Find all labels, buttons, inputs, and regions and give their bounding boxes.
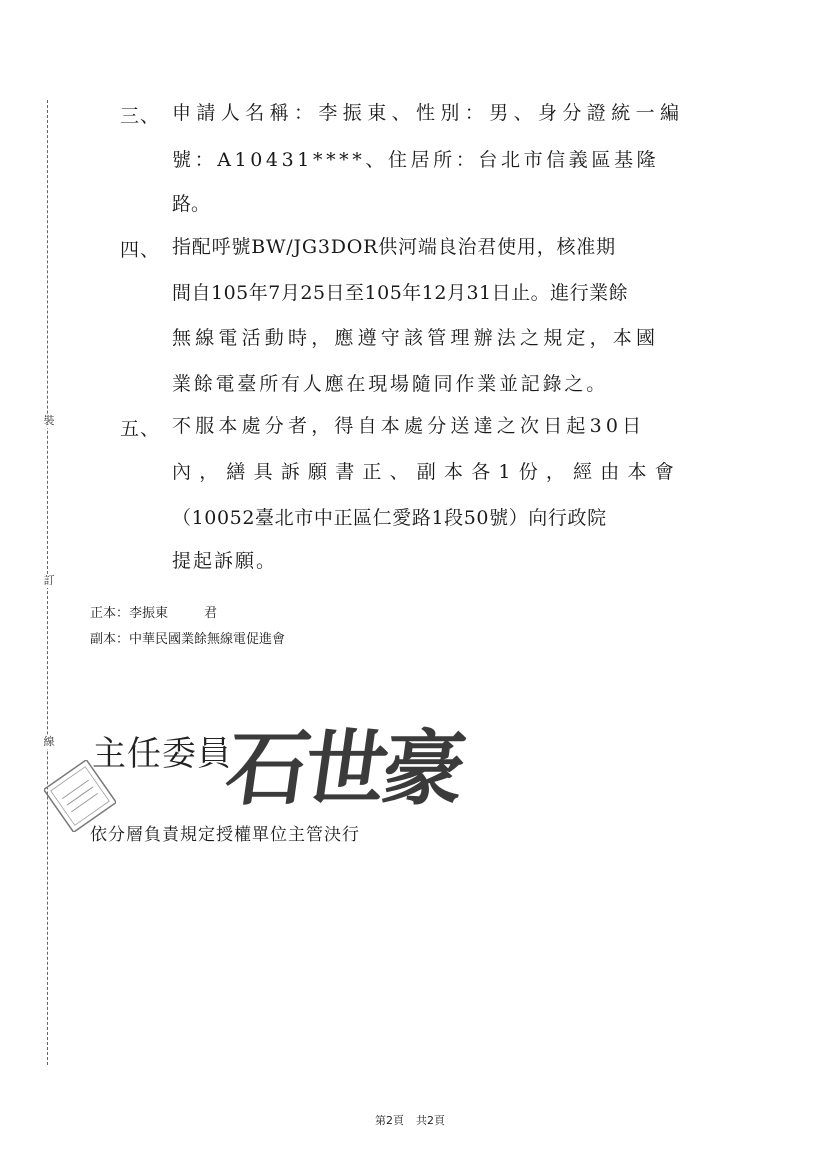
item-5-line-2: 內，繕具訴願書正、副本各1份，經由本會: [172, 461, 682, 483]
item-5-line-4: 提起訴願。: [172, 550, 278, 572]
item-5-line-3: （10052臺北市中正區仁愛路1段50號）向行政院: [172, 507, 607, 529]
item-4-line-4: 業餘電臺所有人應在現場隨同作業並記錄之。: [172, 373, 609, 395]
item-3-line-2: 號：A10431****、住居所：台北市信義區基隆: [172, 149, 660, 171]
original-recipient: [90, 602, 217, 621]
binding-mark-xian: 線: [43, 735, 55, 748]
item-number-5: 五、: [120, 418, 161, 440]
item-number-3: 三、: [120, 105, 161, 127]
binding-mark-ding: 訂: [43, 574, 55, 587]
copy-recipient: 副本：中華民國業餘無線電促進會: [90, 632, 286, 647]
signatory-title: 主任委員: [92, 734, 232, 774]
original-recipient-label: 正本：李振東: [90, 606, 169, 621]
page-footer: [0, 1112, 820, 1128]
delegation-note: 依分層負責規定授權單位主管決行: [90, 825, 360, 845]
item-5-line-1: 不服本處分者，得自本處分送達之次日起30日: [172, 415, 646, 437]
binding-mark-zhuang: 裝: [43, 414, 55, 427]
page-total: 共2頁: [416, 1114, 445, 1127]
item-4-line-1: 指配呼號BW/JG3DOR供河端良治君使用，核准期: [172, 236, 616, 258]
item-4-line-2: 間自105年7月25日至105年12月31日止。進行業餘: [172, 282, 629, 304]
signatory-signature: 石世豪: [220, 721, 468, 817]
item-3-line-1: 申請人名稱：李振東、性別：男、身分證統一編: [172, 102, 685, 124]
original-recipient-suffix: 君: [204, 606, 218, 621]
item-4-line-3: 無線電活動時，應遵守該管理辦法之規定，本國: [172, 327, 660, 349]
item-number-4: 四、: [120, 239, 161, 261]
page-number: 第2頁: [375, 1114, 404, 1127]
item-3-line-3: 路。: [172, 193, 211, 215]
